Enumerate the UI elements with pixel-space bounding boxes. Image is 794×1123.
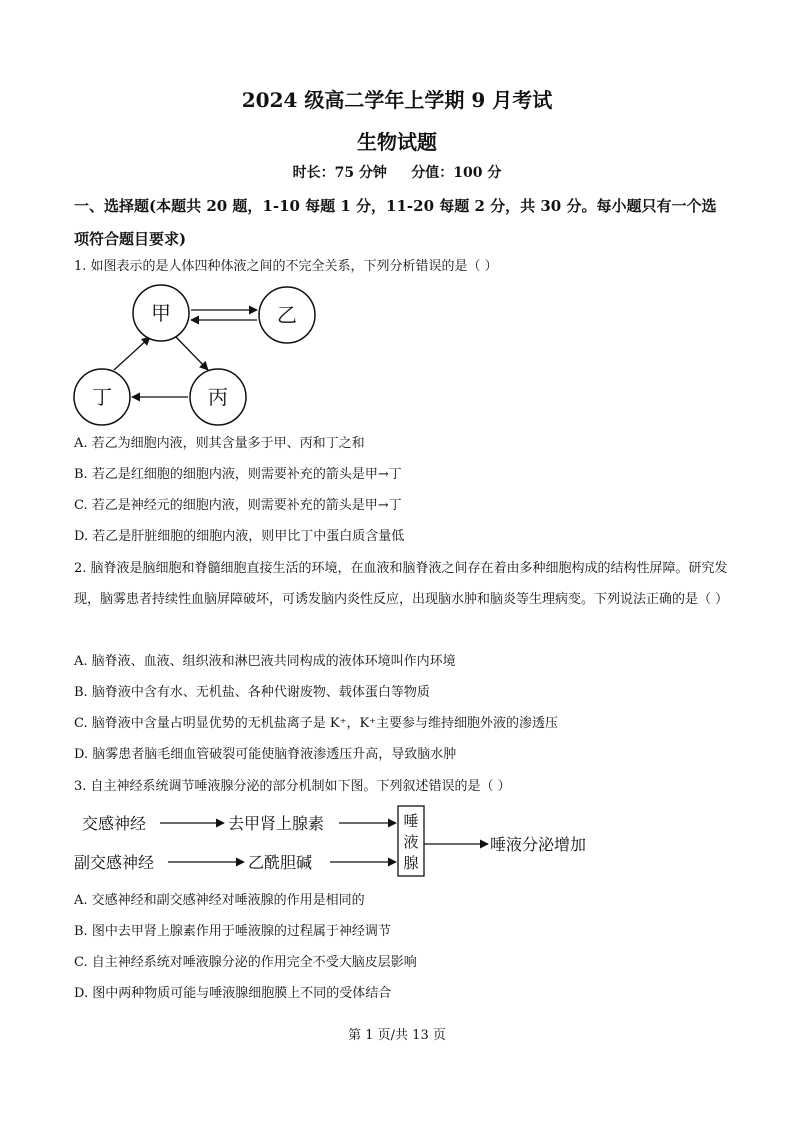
q3-option-d: D. 图中两种物质可能与唾液腺细胞膜上不同的受体结合 (74, 986, 392, 1001)
q1-stem: 1. 如图表示的是人体四种体液之间的不完全关系，下列分析错误的是（ ） (74, 259, 498, 274)
q3-option-b: B. 图中去甲肾上腺素作用于唾液腺的过程属于神经调节 (74, 924, 391, 939)
parasympathetic-nerve-label: 副交感神经 (74, 853, 155, 872)
q1-option-d: D. 若乙是肝脏细胞的细胞内液，则甲比丁中蛋白质含量低 (74, 529, 405, 544)
page-number: 第 1 页/共 13 页 (348, 1028, 446, 1043)
q2-option-b: B. 脑脊液中含有水、无机盐、各种代谢废物、载体蛋白等物质 (74, 685, 430, 700)
label-yi: 乙 (277, 303, 297, 327)
arrow-ding-to-jia (114, 337, 150, 370)
label-bing: 丙 (208, 385, 228, 409)
q3-saliva-diagram (72, 804, 612, 880)
norepinephrine-label: 去甲肾上腺素 (228, 814, 325, 833)
q3-stem: 3. 自主神经系统调节唾液腺分泌的部分机制如下图。下列叙述错误的是（ ） (74, 779, 511, 794)
q2-option-c: C. 脑脊液中含量占明显优势的无机盐离子是 K⁺，K⁺主要参与维持细胞外液的渗透压 (74, 716, 559, 731)
q3-option-c: C. 自主神经系统对唾液腺分泌的作用完全不受大脑皮层影响 (74, 955, 417, 970)
q1-option-b: B. 若乙是红细胞的细胞内液，则需要补充的箭头是甲→丁 (74, 467, 402, 482)
q1-fluid-diagram (70, 282, 330, 432)
arrow-jia-to-bing (175, 336, 208, 370)
q2-option-a: A. 脑脊液、血液、组织液和淋巴液共同构成的液体环境叫作内环境 (74, 654, 456, 669)
gland-char-2: 液 (403, 833, 419, 851)
acetylcholine-label: 乙酰胆碱 (248, 853, 313, 872)
q1-option-c: C. 若乙是神经元的细胞内液，则需要补充的箭头是甲→丁 (74, 498, 402, 513)
exam-title: 2024 级高二学年上学期 9 月考试 (241, 88, 553, 112)
q3-option-a: A. 交感神经和副交感神经对唾液腺的作用是相同的 (74, 893, 365, 908)
q2-stem: 2. 脑脊液是脑细胞和脊髓细胞直接生活的环境，在血液和脑脊液之间存在着由多种细胞构成的结构性屏障。研究发现，脑雾患者持续性血脑屏障破坏，可诱发脑内炎性反应，出现脑水肿和脑炎等生理病变。下列说法正确的是（ ） (74, 561, 729, 607)
gland-char-3: 腺 (403, 854, 419, 872)
label-ding: 丁 (92, 385, 112, 409)
exam-meta: 时长：75 分钟 分值：100 分 (292, 165, 502, 181)
sympathetic-nerve-label: 交感神经 (82, 814, 147, 833)
q2-option-d: D. 脑雾患者脑毛细血管破裂可能使脑脊液渗透压升高，导致脑水肿 (74, 747, 457, 762)
saliva-increase-label: 唾液分泌增加 (490, 835, 587, 854)
subject-title: 生物试题 (357, 130, 437, 154)
q1-option-a: A. 若乙为细胞内液，则其含量多于甲、丙和丁之和 (74, 436, 365, 451)
gland-char-1: 唾 (403, 812, 419, 830)
section-heading: 一、选择题(本题共 20 题，1-10 每题 1 分，11-20 每题 2 分，共 30 分。每小题只有一个选项符合题目要求) (74, 197, 717, 248)
label-jia: 甲 (151, 301, 171, 325)
